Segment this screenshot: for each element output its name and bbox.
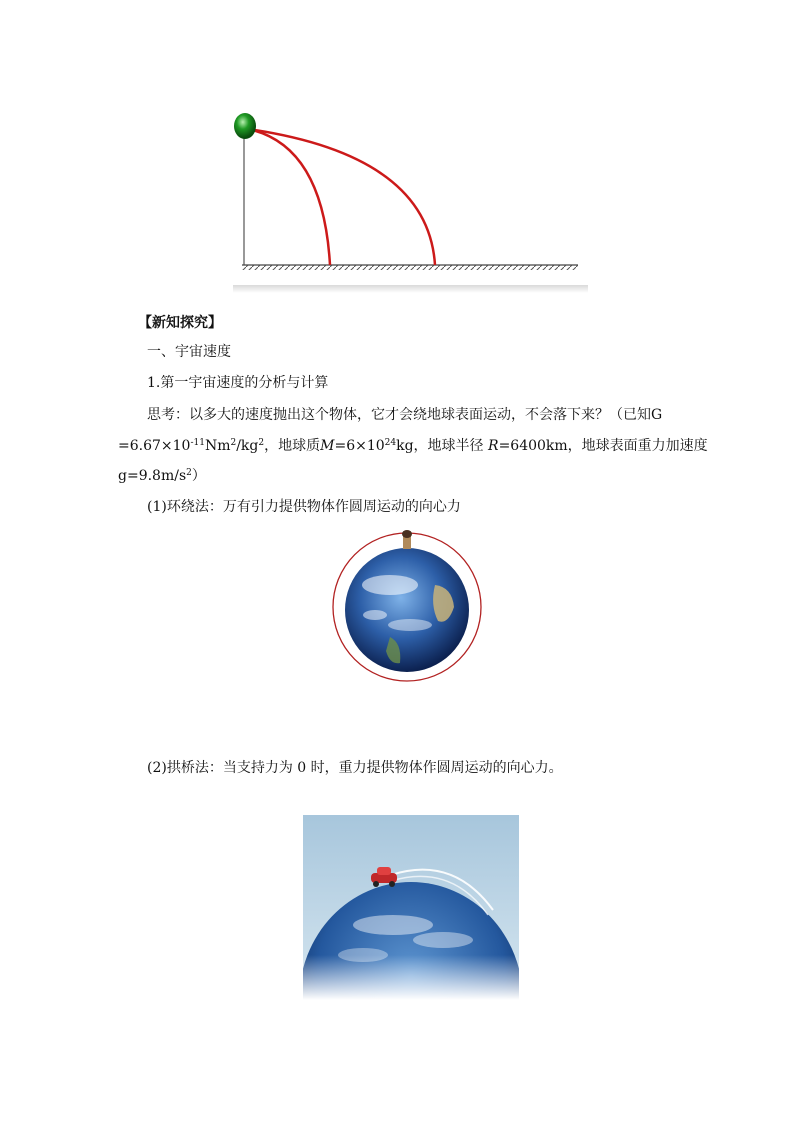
cloud-band-3 [363, 610, 387, 620]
topic-title: 1.第一宇宙速度的分析与计算 [147, 375, 329, 391]
gravity-value: g=9.8m/s [118, 468, 187, 484]
arch-bridge-diagram [303, 815, 519, 1000]
g-const: =6.67×10 [118, 438, 191, 454]
g-unit-exp: 2 [230, 438, 237, 448]
earth-orbit-diagram [330, 525, 485, 690]
tower-top [402, 530, 412, 538]
gravity-exp: 2 [186, 468, 192, 478]
cloud-band [362, 575, 418, 595]
mass-exp: 24 [384, 438, 397, 448]
cloud-band-2 [388, 619, 432, 631]
mass-value: =6×10 [334, 438, 385, 454]
question-line-2 [118, 436, 708, 456]
method-2: (2)拱桥法：当支持力为 0 时，重力提供物体作圆周运动的向心力。 [147, 760, 563, 776]
ground-shadow [233, 285, 588, 293]
long-trajectory [248, 129, 435, 265]
mass-symbol: M [320, 438, 335, 454]
g-unit-tail-exp: 2 [258, 438, 265, 448]
short-trajectory [248, 129, 330, 265]
mass-label: ，地球质 [264, 438, 321, 454]
method-1: (1)环绕法：万有引力提供物体作圆周运动的向心力 [147, 499, 461, 515]
g-exp: -11 [190, 438, 205, 448]
question-line-3 [118, 466, 206, 486]
ground-hatch [242, 265, 578, 270]
subsection-title: 一、宇宙速度 [147, 344, 231, 360]
car-cabin [377, 867, 391, 875]
car-wheel-2 [389, 881, 395, 887]
gravity-close: ） [191, 468, 206, 484]
dome-cloud [353, 915, 433, 935]
question-line-1 [147, 405, 662, 425]
question-prefix: 思考：以多大的速度抛出这个物体，它才会绕地球表面运动，不会落下来？（已知G [147, 407, 663, 423]
dome-cloud-2 [413, 932, 473, 948]
g-unit: Nm [204, 438, 231, 454]
mass-unit: kg，地球半径 [396, 438, 489, 454]
bottom-fade [303, 955, 519, 1000]
projectile-diagram [228, 105, 593, 300]
radius-value: =6400km，地球表面重力加速度 [498, 438, 708, 454]
projectile-ball [234, 113, 256, 139]
g-unit-tail: /kg [236, 438, 259, 454]
car-wheel [373, 881, 379, 887]
section-heading: 【新知探究】 [138, 315, 222, 331]
radius-symbol: R [488, 438, 499, 454]
